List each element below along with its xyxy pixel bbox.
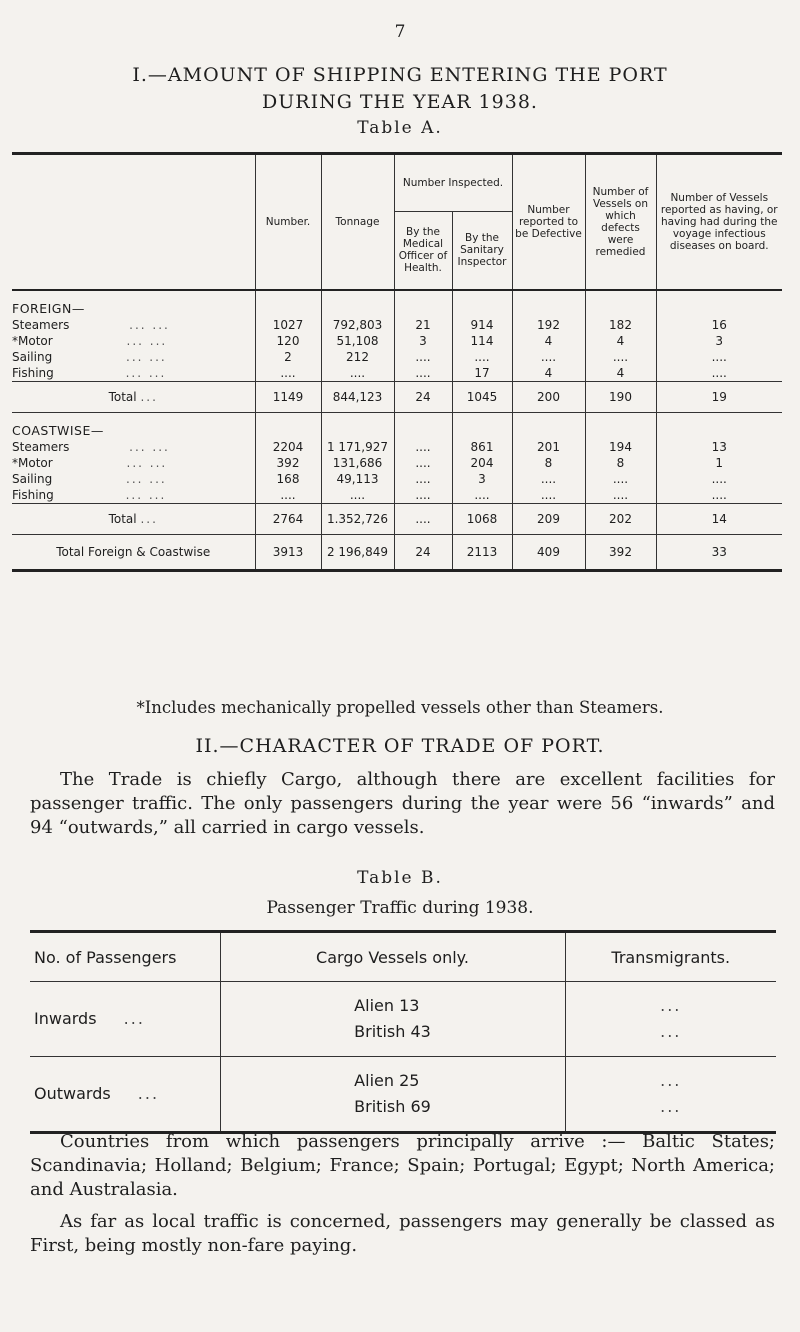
cell: 2 bbox=[255, 349, 321, 365]
cell: 409 bbox=[512, 534, 585, 570]
grand-total-row bbox=[12, 534, 782, 570]
cell: 4 bbox=[585, 333, 656, 349]
coastwise-section-row bbox=[12, 423, 782, 439]
heading-line-2: DURING THE YEAR 1938. bbox=[262, 91, 538, 113]
leader-dots: ... ... bbox=[126, 455, 168, 470]
cell: 4 bbox=[585, 365, 656, 382]
cell: 33 bbox=[656, 534, 782, 570]
cell: .... bbox=[394, 455, 452, 471]
cell: 131,686 bbox=[321, 455, 394, 471]
cell: 4 bbox=[512, 365, 585, 382]
cell: 202 bbox=[585, 503, 656, 534]
cell: 8 bbox=[585, 455, 656, 471]
transmigrant-value: ... bbox=[660, 996, 682, 1015]
cell: .... bbox=[585, 349, 656, 365]
cell: 168 bbox=[255, 471, 321, 487]
cell: 14 bbox=[656, 503, 782, 534]
cell: 114 bbox=[452, 333, 512, 349]
cell: .... bbox=[394, 365, 452, 382]
leader-dots: ... ... bbox=[126, 349, 167, 364]
cell: .... bbox=[255, 487, 321, 504]
cell: 3 bbox=[452, 471, 512, 487]
transmigrant-value: ... bbox=[660, 1022, 682, 1041]
cell: 182 bbox=[585, 317, 656, 333]
cell: 861 bbox=[452, 439, 512, 455]
coastwise-total-row bbox=[12, 503, 782, 534]
cell: .... bbox=[255, 365, 321, 382]
row-label: Fishing bbox=[12, 365, 54, 380]
section-heading-2: II.—CHARACTER OF TRADE OF PORT. bbox=[195, 735, 605, 757]
cell: .... bbox=[394, 349, 452, 365]
header-medical: By the Medical Officer of Health. bbox=[394, 212, 452, 290]
transmigrant-value: ... bbox=[660, 1097, 682, 1116]
header-passengers: No. of Passengers bbox=[30, 932, 220, 982]
header-inspected: Number Inspected. bbox=[394, 154, 512, 212]
header-defective: Number reported to be Defective bbox=[512, 154, 585, 290]
alien-count: Alien 25 bbox=[354, 1071, 420, 1090]
row-label: Steamers bbox=[12, 317, 70, 332]
cell: 204 bbox=[452, 455, 512, 471]
british-count: British 69 bbox=[354, 1097, 431, 1116]
cell: 392 bbox=[585, 534, 656, 570]
leader-dots: ... ... bbox=[129, 317, 170, 332]
cell: 2113 bbox=[452, 534, 512, 570]
cell: .... bbox=[452, 487, 512, 504]
row-label: Steamers bbox=[12, 439, 70, 454]
cell: .... bbox=[585, 471, 656, 487]
table-b-subcaption: Passenger Traffic during 1938. bbox=[266, 898, 534, 918]
total-label: Total bbox=[108, 389, 137, 404]
leader-dots: ... ... bbox=[126, 333, 168, 348]
cell: 1149 bbox=[255, 381, 321, 412]
row-label: Fishing bbox=[12, 487, 54, 502]
table-row bbox=[30, 1057, 776, 1133]
table-row bbox=[12, 333, 782, 349]
cell: .... bbox=[321, 487, 394, 504]
cell: 24 bbox=[394, 534, 452, 570]
header-cargo-vessels: Cargo Vessels only. bbox=[220, 932, 565, 982]
row-label: *Motor bbox=[12, 333, 53, 348]
header-infectious: Number of Vessels reported as having, or having had during the voyage infectious diseases on board. bbox=[656, 154, 782, 290]
cell: 201 bbox=[512, 439, 585, 455]
cell: 1 171,927 bbox=[321, 439, 394, 455]
cell: 792,803 bbox=[321, 317, 394, 333]
cell: .... bbox=[394, 487, 452, 504]
grand-total-label: Total Foreign & Coastwise bbox=[12, 534, 255, 570]
coastwise-label: COASTWISE— bbox=[12, 422, 104, 438]
cell: 49,113 bbox=[321, 471, 394, 487]
cell: 2 196,849 bbox=[321, 534, 394, 570]
table-row bbox=[12, 439, 782, 455]
header-remedied: Number of Vessels on which defects were remedied bbox=[585, 154, 656, 290]
cell: .... bbox=[656, 487, 782, 504]
passenger-table bbox=[30, 930, 776, 1134]
header-number: Number. bbox=[255, 154, 321, 290]
cell: .... bbox=[656, 365, 782, 382]
transmigrant-value: ... bbox=[660, 1071, 682, 1090]
table-row bbox=[12, 365, 782, 382]
table-row bbox=[12, 317, 782, 333]
shipping-table bbox=[12, 152, 782, 572]
row-label: Outwards bbox=[34, 1084, 111, 1103]
cell: 1027 bbox=[255, 317, 321, 333]
cell: 212 bbox=[321, 349, 394, 365]
header-sanitary: By the Sanitary Inspector bbox=[452, 212, 512, 290]
cell: 200 bbox=[512, 381, 585, 412]
cell: .... bbox=[394, 439, 452, 455]
cell: 19 bbox=[656, 381, 782, 412]
cell: 1 bbox=[656, 455, 782, 471]
cell: 16 bbox=[656, 317, 782, 333]
cell: 4 bbox=[512, 333, 585, 349]
table-row bbox=[30, 982, 776, 1057]
cell: 914 bbox=[452, 317, 512, 333]
cell: .... bbox=[585, 487, 656, 504]
leader-dots: ... bbox=[137, 1084, 160, 1103]
total-label: Total bbox=[108, 511, 137, 526]
cell: 2204 bbox=[255, 439, 321, 455]
cell: 3 bbox=[656, 333, 782, 349]
table-row bbox=[12, 455, 782, 471]
cell: 3 bbox=[394, 333, 452, 349]
leader-dots: ... bbox=[140, 511, 158, 526]
section-heading-1 bbox=[0, 62, 800, 116]
cell: .... bbox=[512, 487, 585, 504]
cell: .... bbox=[394, 471, 452, 487]
cell: .... bbox=[656, 349, 782, 365]
countries-paragraph: Countries from which passengers principally arrive :— Baltic States; Scandinavia; Holland; Belgium; France; Spain; Portugal; Egypt; North America; and Australasia. bbox=[30, 1131, 775, 1200]
table-row bbox=[12, 487, 782, 504]
local-traffic-paragraph: As far as local traffic is concerned, passengers may generally be classed as First, being mostly non-fare paying. bbox=[30, 1211, 775, 1256]
cell: .... bbox=[512, 471, 585, 487]
cell: 192 bbox=[512, 317, 585, 333]
cell: 190 bbox=[585, 381, 656, 412]
cell: 194 bbox=[585, 439, 656, 455]
cell: .... bbox=[452, 349, 512, 365]
trade-paragraph: The Trade is chiefly Cargo, although there are excellent facilities for passenger traffic. The only passengers during the year were 56 “inwards” and 94 “outwards,” all carried in cargo vessels. bbox=[30, 769, 775, 838]
cell: .... bbox=[321, 365, 394, 382]
cell: 2764 bbox=[255, 503, 321, 534]
cell: 209 bbox=[512, 503, 585, 534]
cell: 392 bbox=[255, 455, 321, 471]
page-number: 7 bbox=[394, 22, 406, 42]
row-label: Sailing bbox=[12, 471, 53, 486]
table-footnote: *Includes mechanically propelled vessels other than Steamers. bbox=[136, 698, 664, 717]
cell: 1068 bbox=[452, 503, 512, 534]
leader-dots: ... ... bbox=[125, 365, 167, 380]
table-row bbox=[12, 349, 782, 365]
leader-dots: ... ... bbox=[129, 439, 170, 454]
cell: 844,123 bbox=[321, 381, 394, 412]
cell: 13 bbox=[656, 439, 782, 455]
heading-line-1: I.—AMOUNT OF SHIPPING ENTERING THE PORT bbox=[132, 64, 668, 86]
cell: 1.352,726 bbox=[321, 503, 394, 534]
cell: 120 bbox=[255, 333, 321, 349]
cell: 24 bbox=[394, 381, 452, 412]
table-a-caption: Table A. bbox=[357, 118, 443, 138]
cell: 17 bbox=[452, 365, 512, 382]
foreign-section-row bbox=[12, 301, 782, 317]
cell: .... bbox=[656, 471, 782, 487]
cell: 3913 bbox=[255, 534, 321, 570]
header-tonnage: Tonnage bbox=[321, 154, 394, 290]
label-column-header bbox=[12, 154, 255, 290]
cell: .... bbox=[512, 349, 585, 365]
foreign-label: FOREIGN— bbox=[12, 300, 85, 316]
alien-count: Alien 13 bbox=[354, 996, 420, 1015]
table-row bbox=[12, 471, 782, 487]
cell: 8 bbox=[512, 455, 585, 471]
foreign-total-row bbox=[12, 381, 782, 412]
leader-dots: ... bbox=[140, 389, 158, 404]
cell: .... bbox=[394, 503, 452, 534]
leader-dots: ... ... bbox=[125, 487, 167, 502]
table-b-caption: Table B. bbox=[357, 868, 443, 888]
cell: 51,108 bbox=[321, 333, 394, 349]
row-label: Sailing bbox=[12, 349, 53, 364]
leader-dots: ... bbox=[123, 1009, 145, 1028]
leader-dots: ... ... bbox=[126, 471, 167, 486]
row-label: *Motor bbox=[12, 455, 53, 470]
cell: 21 bbox=[394, 317, 452, 333]
header-transmigrants: Transmigrants. bbox=[565, 932, 776, 982]
cell: 1045 bbox=[452, 381, 512, 412]
row-label: Inwards bbox=[34, 1009, 97, 1028]
british-count: British 43 bbox=[354, 1022, 431, 1041]
